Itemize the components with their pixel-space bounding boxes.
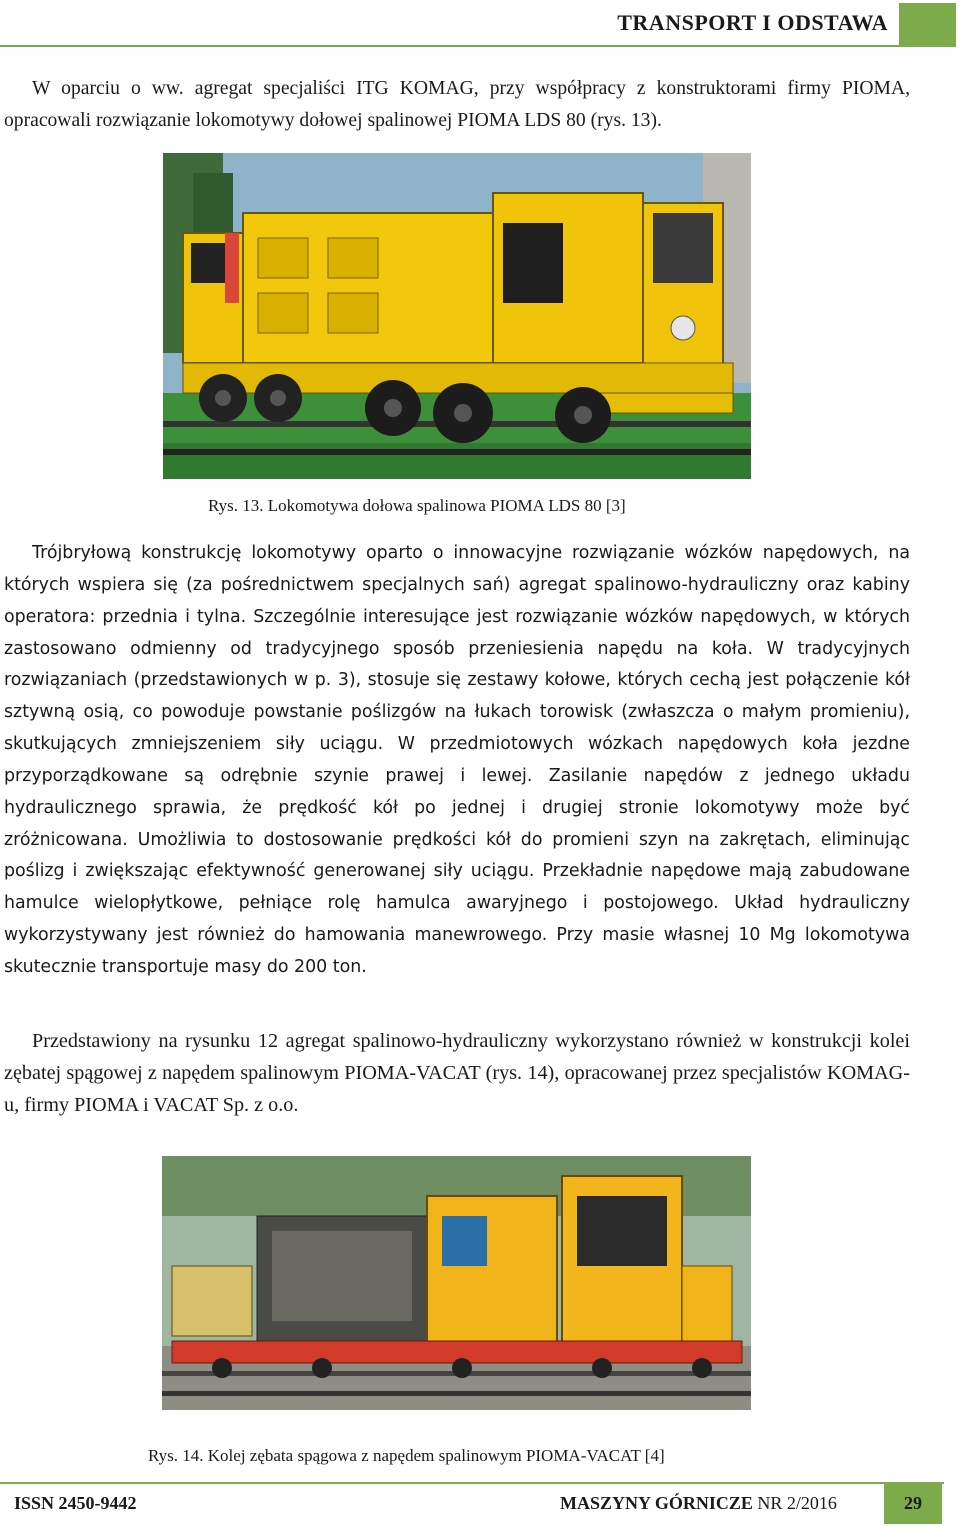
- footer-journal-name: MASZYNY GÓRNICZE: [560, 1493, 753, 1513]
- page-number: 29: [904, 1493, 922, 1513]
- intro-paragraph: W oparciu o ww. agregat specjaliści ITG KOMAG, przy współpracy z konstruktorami firmy PIOMA, opracowali rozwiązanie lokomotywy dołowej spalinowej PIOMA LDS 80 (rys. 13).: [4, 78, 910, 131]
- body-paragraph-2: Przedstawiony na rysunku 12 agregat spalinowo-hydrauliczny wykorzystano również w konstrukcji kolei zębatej spągowej z napędem spalinowym PIOMA-VACAT (rys. 14), opracowanej przez specjalistów KOMAG-u, firmy PIOMA i VACAT Sp. z o.o.: [4, 1030, 910, 1116]
- figure-kolej-photo: [162, 1156, 751, 1410]
- figure-lokomotywa-photo: [163, 153, 751, 479]
- footer-issn: ISSN 2450-9442: [14, 1493, 137, 1513]
- rack-railway-illustration: [162, 1156, 751, 1410]
- figure-13-caption: Rys. 13. Lokomotywa dołowa spalinowa PIOMA LDS 80 [3]: [208, 496, 626, 515]
- figure-14-caption: Rys. 14. Kolej zębata spągowa z napędem spalinowym PIOMA-VACAT [4]: [148, 1446, 665, 1465]
- footer-rule: [0, 1482, 944, 1484]
- locomotive-illustration: [163, 153, 751, 479]
- body-paragraph-1: Trójbryłową konstrukcję lokomotywy oparto o innowacyjne rozwiązanie wózków napędowych, na których wspiera się (za pośrednictwem specjalnych sań) agregat spalinowo-hydrauliczny oraz kabiny operatora: przednia i tylna. Szczególnie interesujące jest rozwiązanie wózków napędowych, w których zastosowano odmienny od tradycyjnego sposób przeniesienia napędu na koła. W tradycyjnych rozwiązaniach (przedstawionych w p. 3), stosuje się zestawy kołowe, których cechą jest połączenie kół sztywną osią, co powoduje powstanie poślizgów na łukach torowisk (zwłaszcza o małym promieniu), skutkujących zmniejszeniem siły uciągu. W przedmiotowych wózkach napędowych koła jezdne przyporządkowane są odrębnie szynie prawej i lewej. Zasilanie napędów z jednego układu hydraulicznego sprawia, że prędkość kół po jednej i drugiej stronie lokomotywy może być zróżnicowana. Umożliwia to dostosowanie prędkości kół do promieni szyn na zakrętach, eliminując poślizg i zwiększając efektywność generowanej siły uciągu. Przekładnie napędowe mają zabudowane hamulce wielopłytkowe, pełniące rolę hamulca awaryjnego i postojowego. Układ hydrauliczny wykorzystywany jest również do hamowania manewrowego. Przy masie własnej 10 Mg lokomotywa skutecznie transportuje masy do 200 ton.: [4, 543, 910, 977]
- header-rule: [0, 45, 956, 47]
- footer-issue: NR 2/2016: [757, 1493, 837, 1513]
- footer-journal: [560, 1493, 837, 1514]
- header-accent-box: [899, 3, 956, 45]
- running-header: TRANSPORT I ODSTAWA: [617, 10, 888, 35]
